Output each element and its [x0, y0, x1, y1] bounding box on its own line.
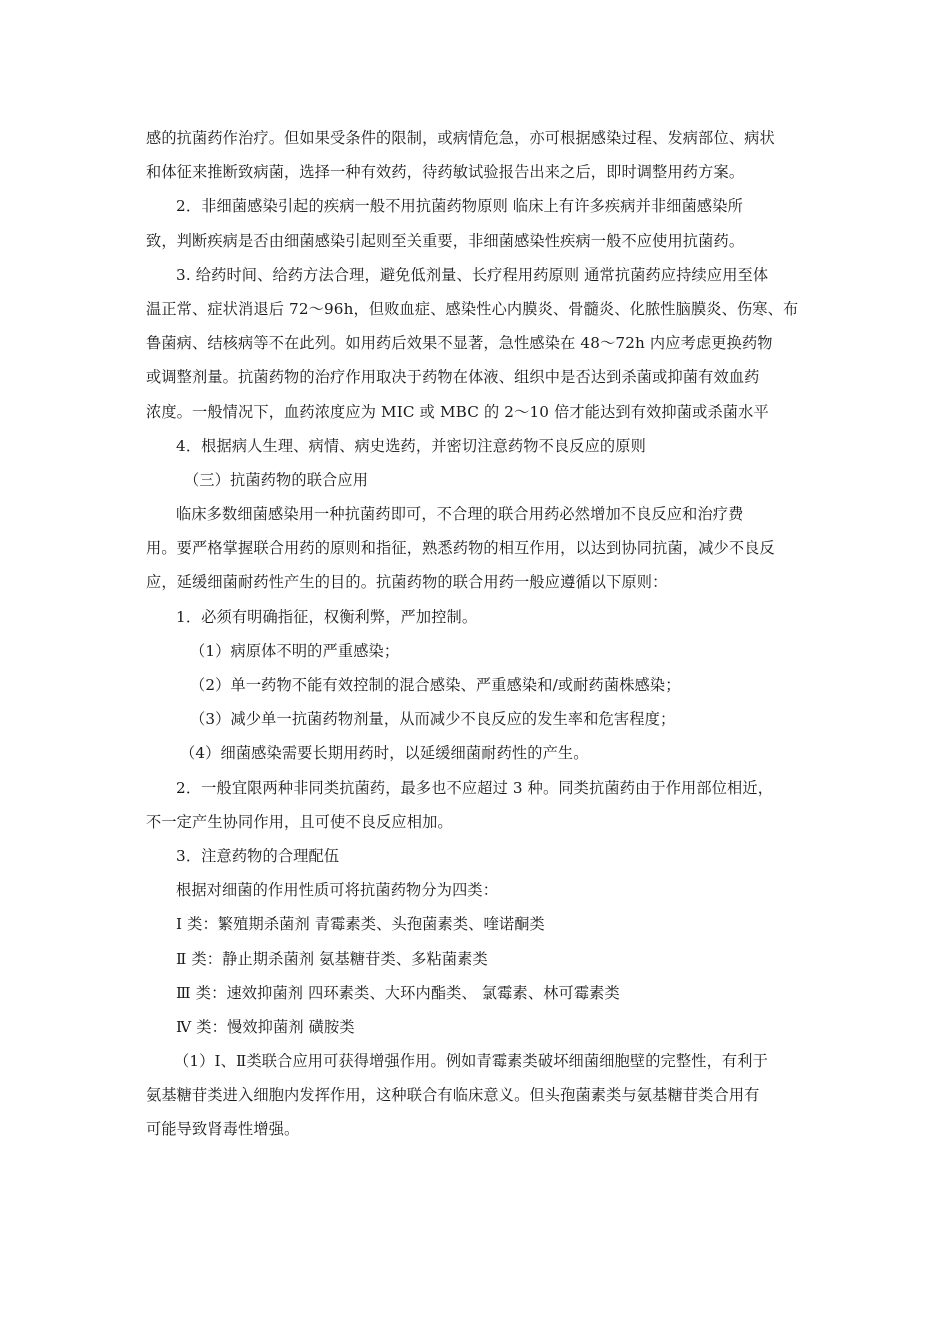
list-item: （2）单一药物不能有效控制的混合感染、严重感染和/或耐药菌株感染； [190, 676, 681, 694]
paragraph-line: 2．一般宜限两种非同类抗菌药，最多也不应超过 3 种。同类抗菌药由于作用部位相近， [176, 778, 774, 797]
paragraph-line: 应，延缓细菌耐药性产生的目的。抗菌药物的联合用药一般应遵循以下原则： [146, 573, 668, 592]
list-item: （3）减少单一抗菌药物剂量，从而减少不良反应的发生率和危害程度； [190, 710, 676, 729]
paragraph-line: 鲁菌病、结核病等不在此列。如用药后效果不显著，急性感染在 48～72h 内应考虑更换药物 [146, 334, 773, 353]
list-item: （4）细菌感染需要长期用药时，以延缓细菌耐药性的产生。 [180, 744, 589, 763]
paragraph-line: 用。要严格掌握联合用药的原则和指征，熟悉药物的相互作用，以达到协同抗菌，减少不良反 [146, 539, 775, 558]
paragraph-line: 浓度。一般情况下，血药浓度应为 MIC 或 MBC 的 2～10 倍才能达到有效抑菌或杀菌水平 [146, 402, 769, 421]
list-item: 1．必须有明确指征，权衡利弊，严加控制。 [176, 607, 478, 626]
paragraph-line: 温正常、症状消退后 72～96h，但败血症、感染性心内膜炎、骨髓炎、化脓性脑膜炎、伤寒、布 [146, 299, 799, 318]
paragraph-line: 和体征来推断致病菌，选择一种有效药，待药敏试验报告出来之后，即时调整用药方案。 [146, 163, 745, 182]
paragraph-line: 感的抗菌药作治疗。但如果受条件的限制，或病情危急，亦可根据感染过程、发病部位、病状 [146, 129, 775, 147]
classification-line: Ⅱ 类：静止期杀菌剂 氨基糖苷类、多粘菌素类 [176, 949, 488, 968]
classification-line: I 类：繁殖期杀菌剂 青霉素类、头孢菌素类、喹诺酮类 [176, 915, 545, 934]
paragraph-line: 氨基糖苷类进入细胞内发挥作用，这种联合有临床意义。但头孢菌素类与氨基糖苷类合用有 [146, 1086, 760, 1105]
paragraph-line: 不一定产生协同作用，且可使不良反应相加。 [146, 812, 453, 831]
classification-line: Ⅳ 类：慢效抑菌剂 磺胺类 [176, 1017, 355, 1036]
paragraph-line: 或调整剂量。抗菌药物的治疗作用取决于药物在体液、组织中是否达到杀菌或抑菌有效血药 [146, 368, 760, 387]
paragraph-line: 可能导致肾毒性增强。 [146, 1120, 300, 1139]
classification-line: Ⅲ 类：速效抑菌剂 四环素类、大环内酯类、 氯霉素、林可霉素类 [176, 983, 620, 1002]
list-item: 3．注意药物的合理配伍 [176, 846, 340, 865]
document-page [146, 125, 810, 1151]
paragraph-line: 致，判断疾病是否由细菌感染引起则至关重要，非细菌感染性疾病一般不应使用抗菌药。 [146, 231, 745, 250]
paragraph-line: （1）Ⅰ、Ⅱ类联合应用可获得增强作用。例如青霉素类破坏细菌细胞壁的完整性，有利于 [174, 1052, 768, 1071]
section-heading: （三）抗菌药物的联合应用 [184, 470, 369, 489]
paragraph-line: 4．根据病人生理、病情、病史选药，并密切注意药物不良反应的原则 [176, 436, 646, 455]
paragraph-line: 3. 给药时间、给药方法合理，避免低剂量、长疗程用药原则 通常抗菌药应持续应用至体 [176, 265, 769, 284]
paragraph-line: 根据对细菌的作用性质可将抗菌药物分为四类： [176, 881, 499, 900]
paragraph-line: 临床多数细菌感染用一种抗菌药即可，不合理的联合用药必然增加不良反应和治疗费 [176, 505, 744, 524]
list-item: （1）病原体不明的严重感染； [190, 641, 400, 660]
paragraph-line: 2．非细菌感染引起的疾病一般不用抗菌药物原则 临床上有许多疾病并非细菌感染所 [176, 197, 743, 216]
